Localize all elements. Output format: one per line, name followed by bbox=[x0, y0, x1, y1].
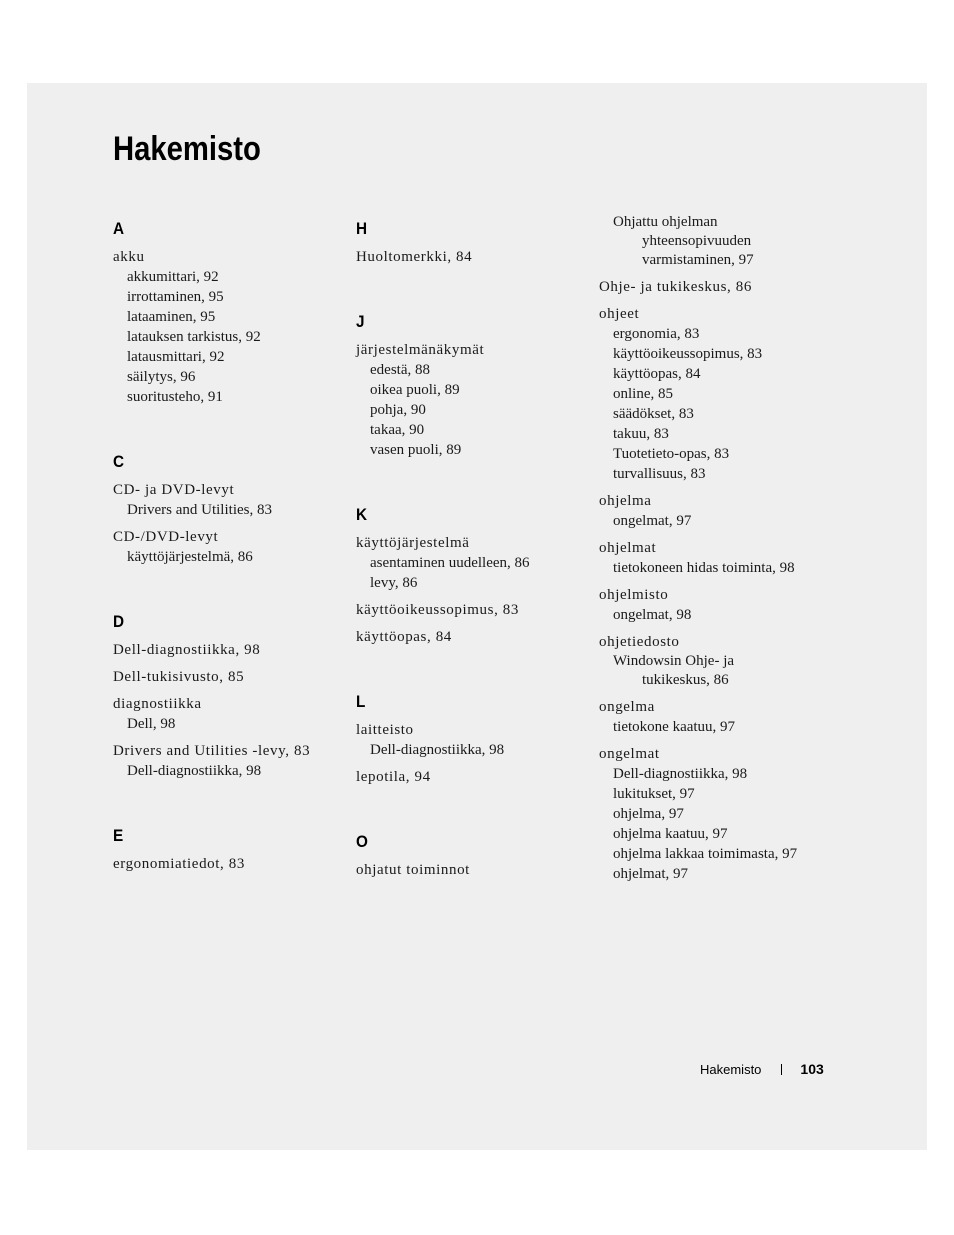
index-subterm: Ohjattu ohjelman bbox=[613, 214, 718, 230]
index-group-a bbox=[113, 219, 343, 407]
index-group-h bbox=[356, 219, 586, 267]
index-entry bbox=[356, 860, 586, 880]
index-subterm-continuation: tukikeskus, 86 bbox=[642, 672, 729, 688]
page-title: Hakemisto bbox=[113, 130, 261, 168]
index-subterm: suoritusteho, 91 bbox=[127, 389, 223, 405]
index-letter: H bbox=[356, 219, 368, 238]
index-term: ongelma bbox=[599, 699, 655, 715]
index-subterm: asentaminen uudelleen, 86 bbox=[370, 555, 530, 571]
index-term: Dell-diagnostiikka, 98 bbox=[113, 642, 261, 658]
index-subterm: käyttöopas, 84 bbox=[613, 366, 701, 382]
index-subterm: edestä, 88 bbox=[370, 362, 430, 378]
index-entry bbox=[599, 744, 829, 884]
index-entry bbox=[113, 247, 343, 407]
index-subterm-continuation: varmistaminen, 97 bbox=[642, 252, 754, 268]
index-entry bbox=[113, 527, 343, 567]
index-term: käyttöoikeussopimus, 83 bbox=[356, 602, 519, 618]
index-letter: O bbox=[356, 832, 368, 851]
index-subterm: ohjelma lakkaa toimimasta, 97 bbox=[613, 846, 798, 862]
index-entry bbox=[356, 767, 586, 787]
index-entry bbox=[356, 533, 586, 593]
index-entry bbox=[599, 304, 829, 484]
index-entry bbox=[113, 854, 343, 874]
index-column-1 bbox=[113, 219, 343, 919]
index-term: lepotila, 94 bbox=[356, 769, 431, 785]
index-subterm: käyttöjärjestelmä, 86 bbox=[127, 549, 253, 565]
index-letter: D bbox=[113, 612, 125, 631]
index-term: laitteisto bbox=[356, 722, 414, 738]
index-subterm: Dell, 98 bbox=[127, 716, 176, 732]
index-letter: K bbox=[356, 505, 368, 524]
index-term: järjestelmänäkymät bbox=[356, 342, 485, 358]
index-subterm: takaa, 90 bbox=[370, 422, 425, 438]
index-subterm: Dell-diagnostiikka, 98 bbox=[127, 763, 262, 779]
index-entry bbox=[599, 697, 829, 737]
index-letter: J bbox=[356, 312, 365, 331]
index-subterm: Dell-diagnostiikka, 98 bbox=[370, 742, 505, 758]
index-entry bbox=[599, 277, 829, 297]
index-group-l bbox=[356, 692, 586, 787]
index-term: ohjelma bbox=[599, 493, 652, 509]
index-subterm: latausmittari, 92 bbox=[127, 349, 225, 365]
index-entry bbox=[356, 627, 586, 647]
index-entry bbox=[599, 491, 829, 531]
index-subterm: Drivers and Utilities, 83 bbox=[127, 502, 272, 518]
index-term: ohjetiedosto bbox=[599, 634, 680, 650]
index-subterm: online, 85 bbox=[613, 386, 673, 402]
index-subterm: irrottaminen, 95 bbox=[127, 289, 224, 305]
index-entry bbox=[113, 640, 343, 660]
index-subterm: ohjelma, 97 bbox=[613, 806, 684, 822]
index-entry bbox=[356, 340, 586, 460]
index-term: ohjelmisto bbox=[599, 587, 669, 603]
index-letter: L bbox=[356, 692, 366, 711]
index-subterm: käyttöoikeussopimus, 83 bbox=[613, 346, 763, 362]
index-term: ohjelmat bbox=[599, 540, 657, 556]
index-letter: A bbox=[113, 219, 125, 238]
index-entry bbox=[113, 694, 343, 734]
index-subterm: säilytys, 96 bbox=[127, 369, 196, 385]
index-entry bbox=[356, 247, 586, 267]
index-entry bbox=[599, 538, 829, 578]
index-group-d bbox=[113, 612, 343, 781]
footer-label: Hakemisto bbox=[700, 1062, 762, 1077]
index-subterm: ergonomia, 83 bbox=[613, 326, 700, 342]
index-term: ongelmat bbox=[599, 746, 660, 762]
index-term: akku bbox=[113, 249, 145, 265]
index-letter: C bbox=[113, 452, 125, 471]
index-subterm: Windowsin Ohje- ja bbox=[613, 653, 735, 669]
index-entry bbox=[356, 600, 586, 620]
index-subterm: levy, 86 bbox=[370, 575, 418, 591]
index-subterm: oikea puoli, 89 bbox=[370, 382, 460, 398]
index-term: ohjatut toiminnot bbox=[356, 862, 470, 878]
index-group-o bbox=[356, 832, 586, 880]
index-subterm: pohja, 90 bbox=[370, 402, 426, 418]
page-number: 103 bbox=[800, 1061, 824, 1077]
index-entry bbox=[356, 720, 586, 760]
index-subterm: ohjelmat, 97 bbox=[613, 866, 688, 882]
index-column-3 bbox=[599, 214, 829, 891]
index-subterm: ohjelma kaatuu, 97 bbox=[613, 826, 728, 842]
index-subterm: säädökset, 83 bbox=[613, 406, 694, 422]
index-term: ergonomiatiedot, 83 bbox=[113, 856, 245, 872]
index-entry bbox=[599, 632, 829, 690]
index-term: Ohje- ja tukikeskus, 86 bbox=[599, 279, 752, 295]
index-entry bbox=[113, 667, 343, 687]
index-subterm: turvallisuus, 83 bbox=[613, 466, 706, 482]
index-term: käyttöjärjestelmä bbox=[356, 535, 470, 551]
index-term: ohjeet bbox=[599, 306, 640, 322]
index-term: CD- ja DVD-levyt bbox=[113, 482, 235, 498]
index-subterm: latauksen tarkistus, 92 bbox=[127, 329, 261, 345]
index-subterm: lukitukset, 97 bbox=[613, 786, 695, 802]
index-subterm: vasen puoli, 89 bbox=[370, 442, 462, 458]
index-term: Dell-tukisivusto, 85 bbox=[113, 669, 245, 685]
index-subterm: lataaminen, 95 bbox=[127, 309, 216, 325]
index-term: Huoltomerkki, 84 bbox=[356, 249, 473, 265]
index-term: CD-/DVD-levyt bbox=[113, 529, 219, 545]
index-subterm: ongelmat, 98 bbox=[613, 607, 692, 623]
index-entry bbox=[113, 480, 343, 520]
index-term: käyttöopas, 84 bbox=[356, 629, 452, 645]
index-letter: E bbox=[113, 826, 124, 845]
index-group-e bbox=[113, 826, 343, 874]
index-term: diagnostiikka bbox=[113, 696, 202, 712]
index-subterm: Tuotetieto-opas, 83 bbox=[613, 446, 730, 462]
index-column-2 bbox=[356, 219, 586, 925]
index-term: Drivers and Utilities -levy, 83 bbox=[113, 743, 311, 759]
footer-separator bbox=[781, 1064, 782, 1075]
index-entry bbox=[113, 741, 343, 781]
index-group-c bbox=[113, 452, 343, 567]
index-subterm: takuu, 83 bbox=[613, 426, 669, 442]
index-entry bbox=[599, 585, 829, 625]
index-subterm: akkumittari, 92 bbox=[127, 269, 219, 285]
index-subterm-continuation: yhteensopivuuden bbox=[642, 233, 752, 249]
index-subterm: tietokoneen hidas toiminta, 98 bbox=[613, 560, 795, 576]
index-group-k bbox=[356, 505, 586, 647]
index-subterm: tietokone kaatuu, 97 bbox=[613, 719, 736, 735]
index-group-j bbox=[356, 312, 586, 460]
index-subterm: Dell-diagnostiikka, 98 bbox=[613, 766, 748, 782]
page-footer bbox=[700, 1061, 824, 1077]
index-entry bbox=[599, 213, 829, 270]
index-subterm: ongelmat, 97 bbox=[613, 513, 692, 529]
